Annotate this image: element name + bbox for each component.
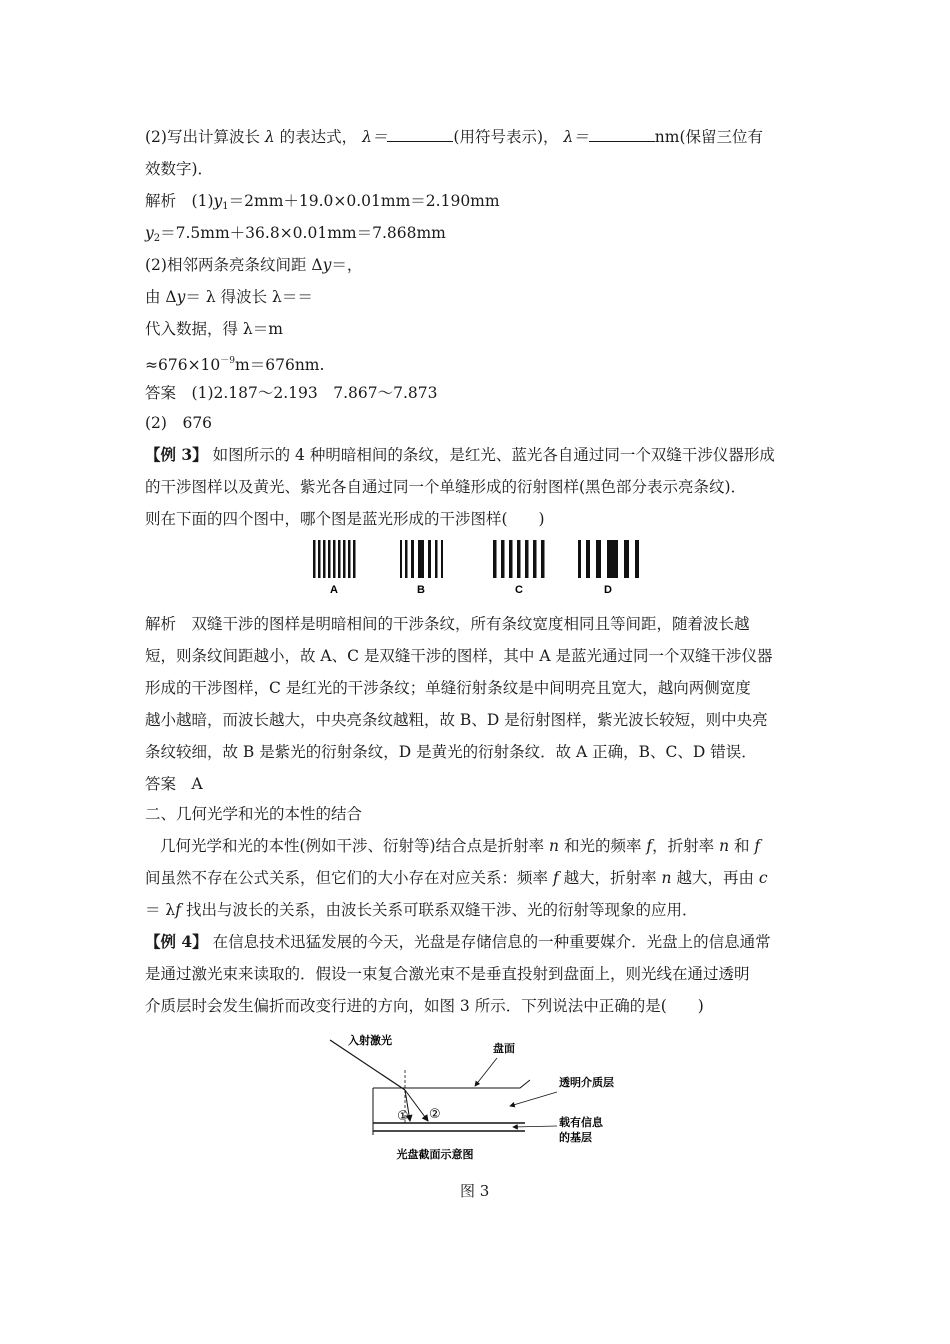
analysis-line: 代入数据，得 λ＝m [145,320,283,338]
analysis-line: (2)相邻两条亮条纹间距 Δy＝， [145,256,363,274]
example-4-line: 是通过激光束来读取的．假设一束复合激光束不是垂直投射到盘面上，则光线在通过透明 [145,965,750,983]
fringe-patterns-figure [308,538,648,598]
answer-line: (2) 676 [145,414,213,432]
label-base-layer-1: 载有信息 [559,1116,603,1129]
question-2-line1: (2)写出计算波长 λ 的表达式， λ＝ (用符号表示)， λ＝ nm(保留三位有 [145,128,763,146]
analysis-line: $y_2=7.5mm+36.8\times 0.01mm=7.868mm$ [145,224,446,244]
section-heading: 二、几何光学和光的本性的结合 [145,805,363,823]
example-3-line: 则在下面的四个图中，哪个图是蓝光形成的干涉图样( ) [145,510,545,528]
analysis-line: 条纹较细，故 B 是紫光的衍射条纹，D 是黄光的衍射条纹．故 A 正确，B、C、D 错误． [145,743,757,761]
analysis-line: 解析 $(1)y_1=2mm+19.0\times 0.01mm=2.190mm$ [145,192,500,212]
ray-2-marker: ② [429,1107,441,1122]
analysis-line: 越小越暗，而波长越大，中央亮条纹越粗，故 B、D 是衍射图样，紫光波长较短，则中央亮 [145,711,768,729]
answer-line: 答案 A [145,775,203,793]
analysis-line: $\approx 676\times 10^{-9}m=676nm$. [145,356,325,374]
answer-line: 答案 (1)2.187～2.193 7.867～7.873 [145,384,438,402]
example-4-line: 【例 4】 在信息技术迅猛发展的今天，光盘是存储信息的一种重要媒介．光盘上的信息通常 [145,932,771,951]
figure-caption: 图 3 [460,1182,490,1200]
figure-title: 光盘截面示意图 [396,1148,474,1161]
label-c: C [515,584,523,596]
ray-1-marker: ① [397,1109,409,1124]
disc-cross-section-figure [325,1030,625,1165]
label-incident-laser: 入射激光 [348,1034,392,1047]
pattern-b [400,540,443,578]
example-4-line: 介质层时会发生偏折而改变行进的方向，如图 3 所示．下列说法中正确的是( ) [145,997,704,1015]
section-paragraph: ＝ λf 找出与波长的关系，由波长关系可联系双缝干涉、光的衍射等现象的应用． [145,901,698,919]
analysis-line: 由 Δy＝ λ 得波长 λ＝＝ [145,288,313,306]
analysis-line: 形成的干涉图样，C 是红光的干涉条纹；单缝衍射条纹是中间明亮且宽大，越向两侧宽度 [145,679,751,697]
label-d: D [604,584,612,596]
section-paragraph: 间虽然不存在公式关系，但它们的大小存在对应关系：频率 f 越大，折射率 n 越大，再由 c [145,869,768,887]
analysis-line: 短，则条纹间距越小，故 A、C 是双缝干涉的图样，其中 A 是蓝光通过同一个双缝干涉仪器 [145,647,773,665]
label-disc-surface: 盘面 [493,1042,515,1055]
pattern-c [493,540,545,578]
incident-ray [330,1040,405,1090]
pattern-d [578,540,639,578]
surface-pointer [475,1058,497,1086]
answer-blank [589,127,655,142]
answer-blank [387,127,453,142]
question-2-line2: 效数字)． [145,160,214,178]
pattern-a [313,540,356,578]
label-b: B [417,584,425,596]
example-3-line: 【例 3】 如图所示的 4 种明暗相间的条纹，是红光、蓝光各自通过同一个双缝干涉仪器形成 [145,445,775,464]
label-base-layer-2: 的基层 [559,1131,592,1144]
label-transparent-medium: 透明介质层 [559,1076,614,1089]
example-3-line: 的干涉图样以及黄光、紫光各自通过同一个单缝形成的衍射图样(黑色部分表示亮条纹)． [145,478,747,496]
section-paragraph: 几何光学和光的本性(例如干涉、衍射等)结合点是折射率 n 和光的频率 f，折射率 n 和 f [160,837,761,855]
analysis-line: 解析 双缝干涉的图样是明暗相间的干涉条纹，所有条纹宽度相同且等间距，随着波长越 [145,615,750,633]
label-a: A [330,584,338,596]
medium-pointer [510,1092,557,1106]
base-pointer [513,1126,557,1127]
